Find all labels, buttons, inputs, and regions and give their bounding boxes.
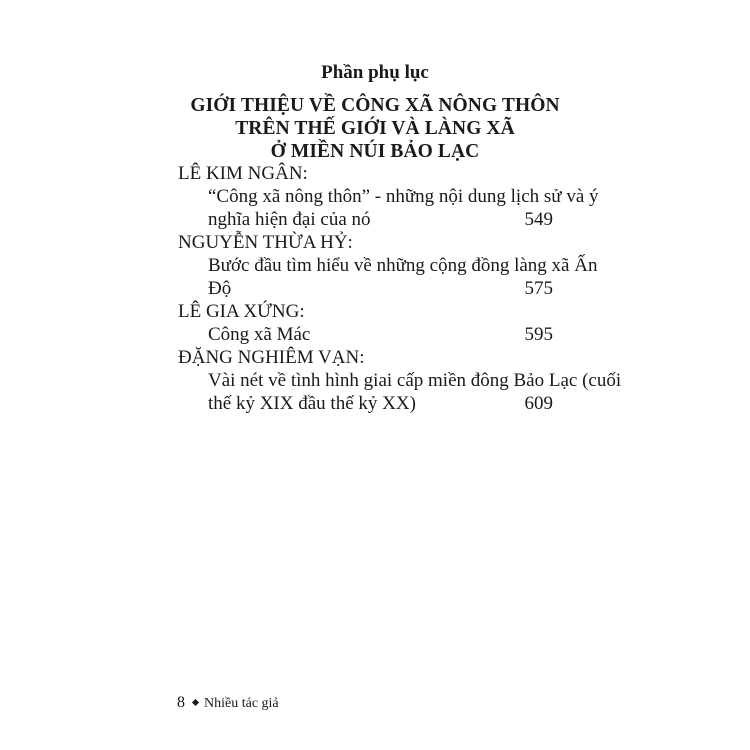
toc-entry[interactable] — [178, 369, 622, 415]
toc-author: NGUYỄN THỪA HỶ: — [178, 232, 353, 253]
toc-page-number: 575 — [524, 278, 553, 299]
title-line: Ở MIỀN NÚI BẢO LẠC — [270, 141, 480, 162]
footer-page-number: 8 — [177, 694, 185, 711]
toc-entry-text: Vài nét về tình hình giai cấp miền đông Bảo Lạc (cuối — [208, 370, 622, 391]
toc-page-number: 595 — [524, 324, 553, 345]
toc-page-number: 609 — [524, 393, 553, 414]
diamond-bullet-icon — [192, 699, 199, 706]
toc-entry-text: thế kỷ XIX đầu thế kỷ XX) — [208, 393, 416, 414]
toc-entry[interactable] — [178, 254, 598, 300]
title-line: TRÊN THẾ GIỚI VÀ LÀNG XÃ — [235, 118, 515, 139]
footer-book-author: Nhiều tác giả — [204, 696, 279, 711]
toc-entry-text: Bước đầu tìm hiểu về những cộng đồng làng xã Ấn — [208, 255, 598, 276]
toc-entry-text: nghĩa hiện đại của nó — [208, 209, 371, 230]
toc-entry[interactable] — [178, 185, 599, 231]
table-of-contents — [178, 162, 622, 415]
toc-author: LÊ GIA XỨNG: — [178, 301, 305, 322]
toc-page-number: 549 — [524, 209, 553, 230]
section-label: Phần phụ lục — [321, 62, 429, 83]
title-line: GIỚI THIỆU VỀ CÔNG XÃ NÔNG THÔN — [190, 95, 560, 116]
section-title — [0, 94, 750, 163]
toc-entry-text: “Công xã nông thôn” - những nội dung lịch sử và ý — [208, 186, 599, 207]
toc-entry-text: Công xã Mác — [208, 324, 311, 345]
page-footer — [177, 694, 279, 712]
toc-entry-text: Độ — [208, 278, 232, 299]
toc-author: ĐẶNG NGHIÊM VẠN: — [178, 347, 365, 368]
toc-author: LÊ KIM NGÂN: — [178, 163, 308, 184]
toc-entry[interactable] — [178, 323, 553, 346]
